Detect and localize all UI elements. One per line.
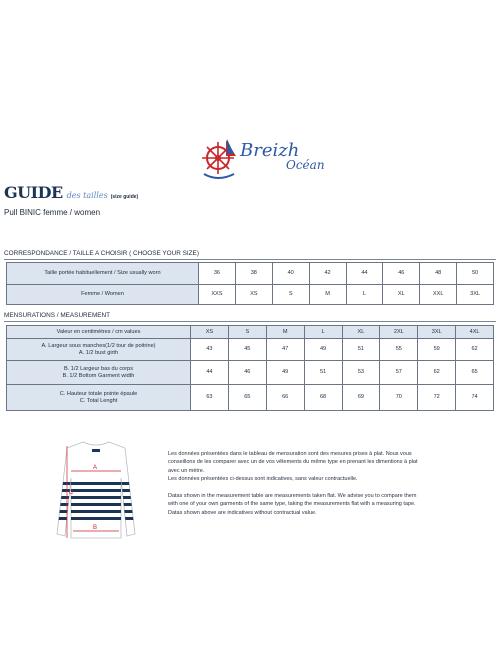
table-cell: 57 bbox=[380, 361, 418, 385]
table-cell: 3XL bbox=[457, 285, 494, 305]
correspondance-title: CORRESPONDANCE / TAILLE A CHOISIR ( CHOOSE YOUR SIZE) bbox=[4, 250, 199, 257]
table-row bbox=[7, 385, 494, 411]
table-cell: 44 bbox=[346, 263, 383, 285]
description-line: Les données présentées dans le tableau de mensuration sont des mesures prises à plat. Nous vous bbox=[168, 451, 412, 457]
size-header: 2XL bbox=[380, 326, 418, 339]
table-cell: XXS bbox=[199, 285, 236, 305]
row-label-en: C. Total Lenght bbox=[79, 397, 118, 404]
row-label-fr: A. Largeur sous manches(1/2 tour de poitrine) bbox=[41, 342, 156, 349]
table-cell: 62 bbox=[418, 361, 456, 385]
table-cell: 68 bbox=[304, 385, 342, 411]
guide-header bbox=[4, 183, 138, 203]
description-en bbox=[168, 492, 468, 517]
table-cell: 44 bbox=[191, 361, 229, 385]
table-cell: 72 bbox=[418, 385, 456, 411]
row-label: Femme / Women bbox=[7, 285, 199, 305]
measurement-table bbox=[6, 325, 494, 411]
table-row bbox=[7, 339, 494, 361]
table-cell: 69 bbox=[342, 385, 380, 411]
table-cell: 70 bbox=[380, 385, 418, 411]
size-header: 3XL bbox=[418, 326, 456, 339]
table-cell: 48 bbox=[420, 263, 457, 285]
table-cell: 59 bbox=[418, 339, 456, 361]
table-cell: 55 bbox=[380, 339, 418, 361]
label-a: A bbox=[93, 465, 98, 471]
row-label bbox=[7, 385, 191, 411]
description-line: Datas shown in the measurement table are measurements taken flat. We advise you to compare them bbox=[168, 493, 417, 499]
size-header: XL bbox=[342, 326, 380, 339]
table-cell: 63 bbox=[191, 385, 229, 411]
description-line: avec un mètre. bbox=[168, 467, 205, 474]
table-cell: 47 bbox=[266, 339, 304, 361]
table-cell: 42 bbox=[309, 263, 346, 285]
guide-title: GUIDE bbox=[4, 183, 63, 202]
table-cell: 53 bbox=[342, 361, 380, 385]
size-header: L bbox=[304, 326, 342, 339]
description-line: with one of your own garments of the same type, taking the measurements flat with a measuring tape. bbox=[168, 501, 416, 508]
measurement-title: MENSURATIONS / MEASUREMENT bbox=[4, 312, 111, 319]
size-header: S bbox=[228, 326, 266, 339]
table-cell: 50 bbox=[457, 263, 494, 285]
table-cell: 46 bbox=[383, 263, 420, 285]
description-line: Datas shown above are indicatives without contractual value. bbox=[168, 509, 317, 516]
brand-name: Breizh bbox=[240, 140, 300, 161]
section-divider bbox=[4, 321, 496, 322]
product-name: Pull BINIC femme / women bbox=[4, 208, 101, 217]
row-label bbox=[7, 361, 191, 385]
size-header: 4XL bbox=[456, 326, 494, 339]
row-label-en: A. 1/2 bust girth bbox=[78, 349, 119, 356]
row-label: Taille portée habituellement / Size usually worn bbox=[7, 263, 199, 285]
table-cell: 38 bbox=[235, 263, 272, 285]
anchor-wheel-icon bbox=[198, 136, 244, 182]
table-cell: 65 bbox=[228, 385, 266, 411]
table-cell: 46 bbox=[228, 361, 266, 385]
table-cell: S bbox=[272, 285, 309, 305]
guide-script: des tailles bbox=[66, 191, 108, 200]
table-cell: XL bbox=[383, 285, 420, 305]
description-line: Les données présentées ci-dessus sont indicatives, sans valeur contractuelle. bbox=[168, 475, 358, 482]
table-cell: 66 bbox=[266, 385, 304, 411]
table-cell: 74 bbox=[456, 385, 494, 411]
table-cell: XXL bbox=[420, 285, 457, 305]
brand-name-suffix: Océan bbox=[286, 158, 325, 172]
table-cell: L bbox=[346, 285, 383, 305]
table-cell: 51 bbox=[304, 361, 342, 385]
section-divider bbox=[4, 259, 496, 260]
guide-subtitle: (size guide) bbox=[110, 194, 139, 200]
table-cell: XS bbox=[235, 285, 272, 305]
sweater-diagram bbox=[55, 438, 137, 540]
row-label-fr: C. Hauteur totale pointe épaule bbox=[59, 390, 138, 397]
table-cell: 51 bbox=[342, 339, 380, 361]
table-row bbox=[7, 285, 494, 305]
row-label bbox=[7, 339, 191, 361]
table-cell: 43 bbox=[191, 339, 229, 361]
row-label-fr: B. 1/2 Largeur bas du corps bbox=[63, 365, 134, 372]
table-cell: 65 bbox=[456, 361, 494, 385]
correspondance-table bbox=[6, 262, 494, 305]
table-cell: M bbox=[309, 285, 346, 305]
row-label-en: B. 1/2 Bottom Garment width bbox=[62, 372, 135, 379]
table-cell: 62 bbox=[456, 339, 494, 361]
label-c: C bbox=[69, 490, 74, 496]
description-fr bbox=[168, 450, 468, 483]
table-cell: 49 bbox=[304, 339, 342, 361]
size-header: M bbox=[266, 326, 304, 339]
size-header: XS bbox=[191, 326, 229, 339]
table-cell: 49 bbox=[266, 361, 304, 385]
table-row bbox=[7, 263, 494, 285]
table-cell: 36 bbox=[199, 263, 236, 285]
table-header-row bbox=[7, 326, 494, 339]
label-b: B bbox=[93, 525, 98, 531]
table-row bbox=[7, 361, 494, 385]
description-line: conseillons de les comparer avec un de vos vêtements du même type en prenant les dimentions à plat bbox=[168, 459, 418, 466]
header-label: Valeur en centimètres / cm values bbox=[7, 326, 191, 339]
table-cell: 40 bbox=[272, 263, 309, 285]
brand-logo bbox=[198, 136, 363, 184]
table-cell: 45 bbox=[228, 339, 266, 361]
